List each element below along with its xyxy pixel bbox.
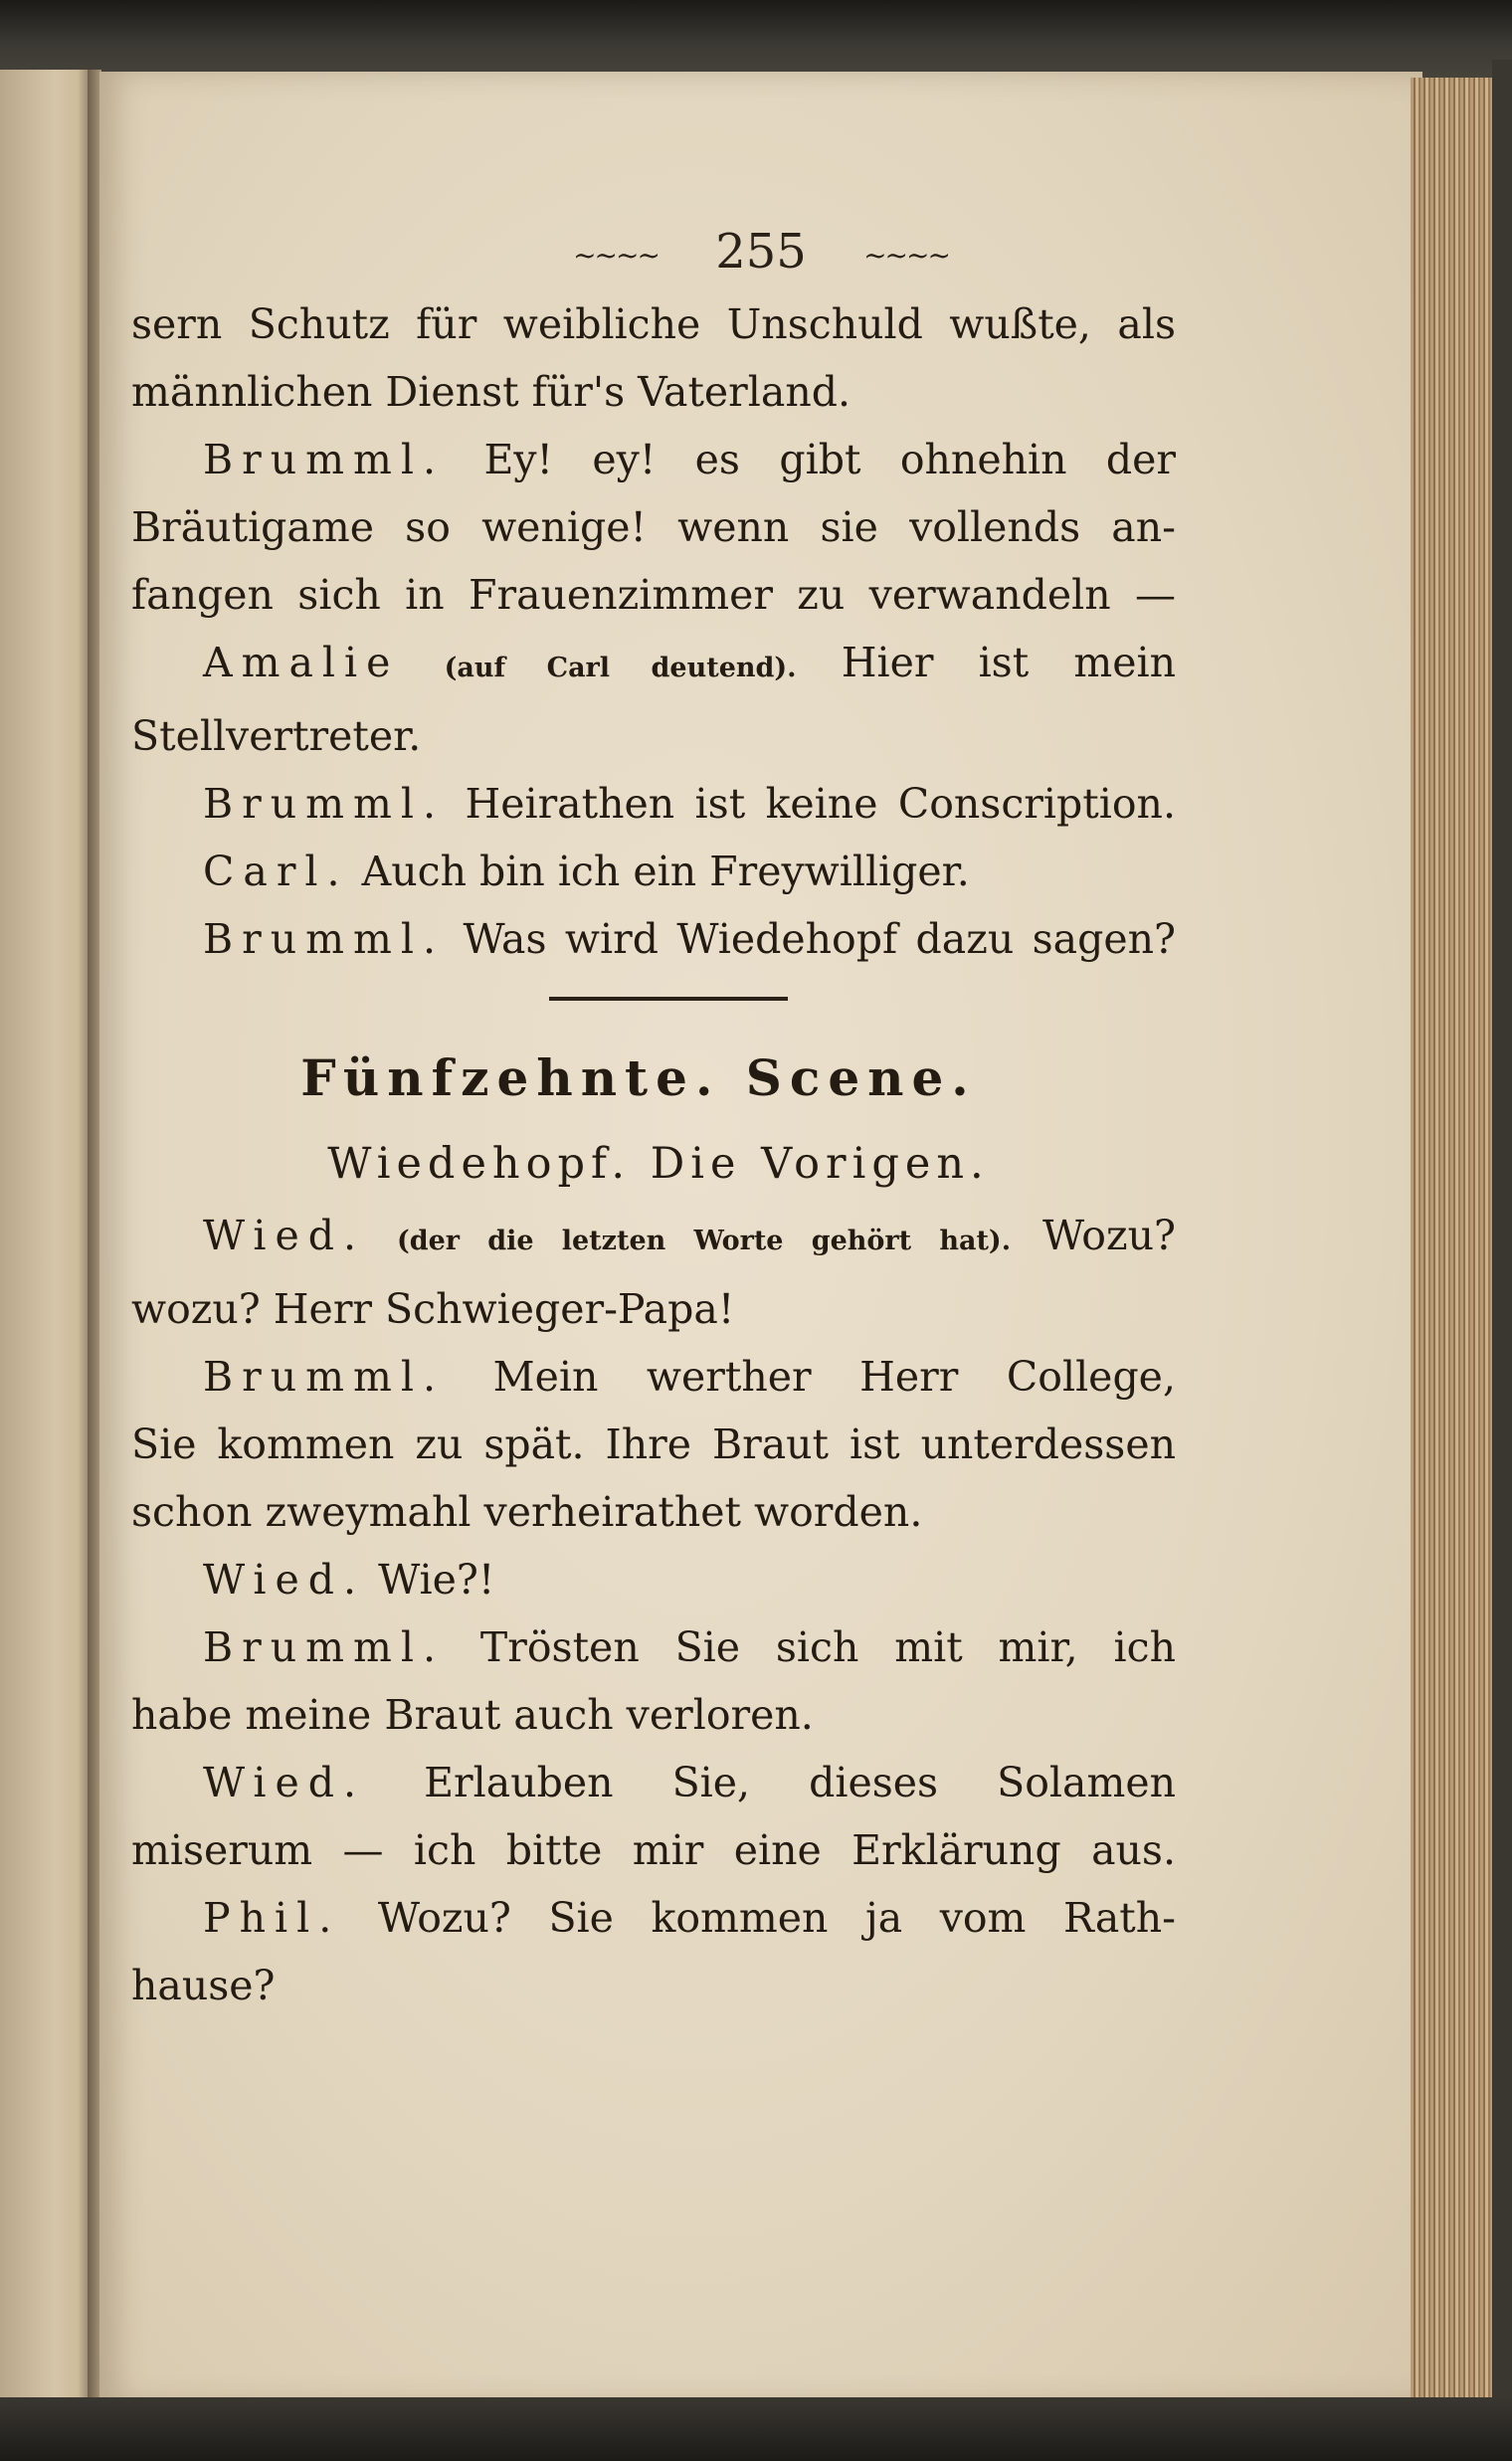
book-cover-top bbox=[0, 0, 1512, 80]
text-line: Bräutigame so wenige! wenn sie vollends an- bbox=[131, 503, 1176, 551]
dialogue-line bbox=[131, 770, 1176, 838]
dialogue-text: Mein werther Herr College, bbox=[492, 1353, 1176, 1401]
speaker-name: Amalie bbox=[203, 639, 400, 686]
dialogue-line bbox=[131, 1202, 1176, 1275]
page-header bbox=[99, 224, 1422, 280]
speaker-name: Brumml. bbox=[203, 915, 446, 963]
scene-divider bbox=[549, 997, 788, 1001]
speaker-name: Wied. bbox=[203, 1556, 366, 1604]
header-ornament-right: ~~~~ bbox=[863, 239, 949, 272]
stage-direction: (der die letzten Worte gehört hat). bbox=[396, 1226, 1012, 1256]
previous-page-edge bbox=[0, 70, 92, 2407]
scene-heading: Fünfzehnte. Scene. bbox=[300, 1048, 977, 1107]
speaker-name: Wied. bbox=[203, 1759, 366, 1806]
dialogue-text: Wie?! bbox=[378, 1556, 495, 1604]
dialogue-line bbox=[131, 905, 1176, 973]
dialogue-line bbox=[131, 1884, 1176, 1952]
scene-characters: Wiedehopf. Die Vorigen. bbox=[327, 1139, 990, 1189]
page-text bbox=[131, 290, 1176, 2019]
text-line: Sie kommen zu spät. Ihre Braut ist unterdessen bbox=[131, 1420, 1176, 1468]
page-block-edges bbox=[1411, 78, 1494, 2405]
dialogue-line bbox=[131, 1613, 1176, 1681]
speaker-name: Carl. bbox=[203, 848, 349, 895]
speaker-name: Brumml. bbox=[203, 1623, 446, 1671]
dialogue-line bbox=[131, 838, 1176, 905]
text-line: habe meine Braut auch verloren. bbox=[131, 1691, 814, 1739]
dialogue-text: Wozu? bbox=[1041, 1212, 1176, 1259]
dialogue-text: Auch bin ich ein Freywilliger. bbox=[361, 848, 970, 895]
book-cover-bottom bbox=[0, 2397, 1512, 2461]
dialogue-text: Wozu? Sie kommen ja vom Rath- bbox=[377, 1894, 1176, 1942]
text-line: wozu? Herr Schwieger-Papa! bbox=[131, 1285, 735, 1333]
text-line: männlichen Dienst für's Vaterland. bbox=[131, 368, 851, 416]
dialogue-text: Erlauben Sie, dieses Solamen bbox=[424, 1759, 1176, 1806]
text-line: Stellvertreter. bbox=[131, 712, 422, 760]
speaker-name: Phil. bbox=[203, 1894, 341, 1942]
dialogue-text: Ey! ey! es gibt ohnehin der bbox=[483, 436, 1176, 483]
text-line: sern Schutz für weibliche Unschuld wußte, als bbox=[131, 300, 1176, 348]
speaker-name: Brumml. bbox=[203, 780, 446, 828]
book-cover-right bbox=[1492, 60, 1512, 2417]
header-ornament-left: ~~~~ bbox=[573, 239, 659, 272]
text-line: schon zweymahl verheirathet worden. bbox=[131, 1488, 923, 1536]
speaker-name: Wied. bbox=[203, 1212, 366, 1259]
speaker-name: Brumml. bbox=[203, 436, 446, 483]
dialogue-line bbox=[131, 426, 1176, 493]
text-line: miserum — ich bitte mir eine Erklärung aus. bbox=[131, 1826, 1176, 1874]
dialogue-line bbox=[131, 629, 1176, 702]
text-line: hause? bbox=[131, 1962, 276, 2009]
dialogue-line bbox=[131, 1749, 1176, 1816]
dialogue-text: Was wird Wiedehopf dazu sagen? bbox=[463, 915, 1176, 963]
text-line: fangen sich in Frauenzimmer zu verwandeln — bbox=[131, 571, 1176, 619]
page-number: 255 bbox=[715, 224, 807, 280]
dialogue-text: Hier ist mein bbox=[841, 639, 1176, 686]
dialogue-line bbox=[131, 1343, 1176, 1411]
dialogue-line bbox=[131, 1546, 1176, 1613]
stage-direction: (auf Carl deutend). bbox=[444, 653, 797, 683]
dialogue-text: Trösten Sie sich mit mir, ich bbox=[479, 1623, 1176, 1671]
dialogue-text: Heirathen ist keine Conscription. bbox=[465, 780, 1176, 828]
speaker-name: Brumml. bbox=[203, 1353, 446, 1401]
